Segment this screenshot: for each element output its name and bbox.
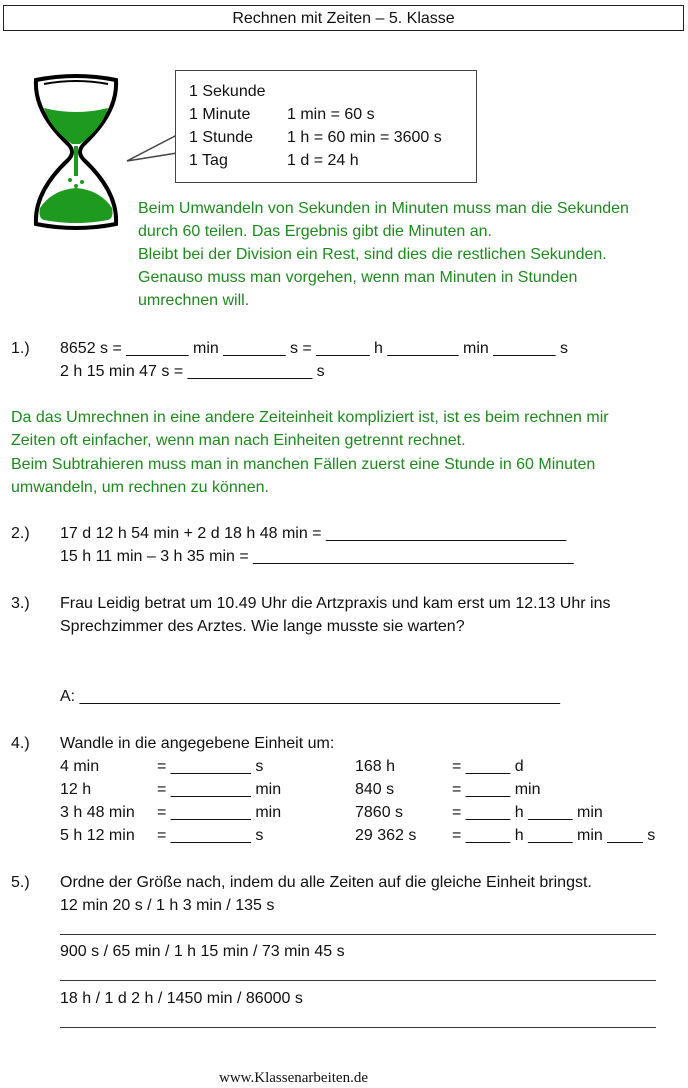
answer-line[interactable] xyxy=(60,980,656,981)
intro-line: Genauso muss man vorgehen, wenn man Minuten in Stunden xyxy=(138,269,578,286)
hint-line: Beim Subtrahieren muss man in manchen Fällen zuerst eine Stunde in 60 Minuten xyxy=(11,456,596,473)
unit-name: 1 Tag xyxy=(189,152,228,169)
task-number: 3.) xyxy=(11,595,30,612)
hint-line: umwandeln, um rechnen zu können. xyxy=(11,479,269,496)
answer-line[interactable] xyxy=(60,934,656,935)
conv-left: 12 h xyxy=(60,781,92,798)
conv-left: 5 h 12 min xyxy=(60,827,135,844)
conv-left-blank[interactable]: = _________ min xyxy=(157,781,282,798)
page-title: Rechnen mit Zeiten – 5. Klasse xyxy=(3,5,684,31)
conv-right-blank[interactable]: = _____ h _____ min ____ s xyxy=(452,827,656,844)
task-number: 2.) xyxy=(11,525,30,542)
conv-right: 29 362 s xyxy=(355,827,417,844)
units-callout xyxy=(175,70,477,183)
answer-line[interactable]: A: ______________________________________________________ xyxy=(60,688,561,705)
intro-line: Bleibt bei der Division ein Rest, sind dies die restlichen Sekunden. xyxy=(138,246,607,263)
conv-left: 3 h 48 min xyxy=(60,804,135,821)
unit-equation: 1 min = 60 s xyxy=(287,106,375,123)
hourglass-icon xyxy=(22,72,130,232)
unit-name: 1 Sekunde xyxy=(189,83,266,100)
task-number: 4.) xyxy=(11,735,30,752)
conv-left-blank[interactable]: = _________ s xyxy=(157,758,264,775)
task3-line: Frau Leidig betrat um 10.49 Uhr die Artzpraxis und kam erst um 12.13 Uhr ins xyxy=(60,595,611,612)
task-number: 1.) xyxy=(11,340,30,357)
footer-url: www.Klassenarbeiten.de xyxy=(219,1070,368,1086)
task1-line: 8652 s = _______ min _______ s = ______ h ________ min _______ s xyxy=(60,340,568,357)
task-number: 5.) xyxy=(11,874,30,891)
order-group: 900 s / 65 min / 1 h 15 min / 73 min 45 s xyxy=(60,943,345,960)
order-group: 18 h / 1 d 2 h / 1450 min / 86000 s xyxy=(60,990,303,1007)
task2-line: 15 h 11 min – 3 h 35 min = ____________________________________ xyxy=(60,548,574,565)
intro-line: Beim Umwandeln von Sekunden in Minuten muss man die Sekunden xyxy=(138,200,629,217)
task2-line: 17 d 12 h 54 min + 2 d 18 h 48 min = ___________________________ xyxy=(60,525,567,542)
unit-name: 1 Minute xyxy=(189,106,251,123)
order-group: 12 min 20 s / 1 h 3 min / 135 s xyxy=(60,897,275,914)
conv-left-blank[interactable]: = _________ min xyxy=(157,804,282,821)
answer-line[interactable] xyxy=(60,1027,656,1028)
conv-left: 4 min xyxy=(60,758,100,775)
task1-line: 2 h 15 min 47 s = ______________ s xyxy=(60,363,325,380)
hint-line: Zeiten oft einfacher, wenn man nach Einheiten getrennt rechnet. xyxy=(11,432,466,449)
task5-intro: Ordne der Größe nach, indem du alle Zeiten auf die gleiche Einheit bringst. xyxy=(60,874,592,891)
intro-line: durch 60 teilen. Das Ergebnis gibt die Minuten an. xyxy=(138,223,492,240)
conv-left-blank[interactable]: = _________ s xyxy=(157,827,264,844)
task4-intro: Wandle in die angegebene Einheit um: xyxy=(60,735,335,752)
conv-right: 168 h xyxy=(355,758,396,775)
conv-right-blank[interactable]: = _____ d xyxy=(452,758,524,775)
conv-right-blank[interactable]: = _____ min xyxy=(452,781,541,798)
conv-right-blank[interactable]: = _____ h _____ min xyxy=(452,804,603,821)
unit-name: 1 Stunde xyxy=(189,129,254,146)
unit-equation: 1 h = 60 min = 3600 s xyxy=(287,129,442,146)
unit-equation: 1 d = 24 h xyxy=(287,152,359,169)
hint-line: Da das Umrechnen in eine andere Zeiteinheit kompliziert ist, ist es beim rechnen mir xyxy=(11,409,609,426)
conv-right: 840 s xyxy=(355,781,395,798)
callout-pointer xyxy=(125,125,180,165)
intro-line: umrechnen will. xyxy=(138,292,250,309)
conv-right: 7860 s xyxy=(355,804,404,821)
task3-line: Sprechzimmer des Arztes. Wie lange musste sie warten? xyxy=(60,618,465,635)
